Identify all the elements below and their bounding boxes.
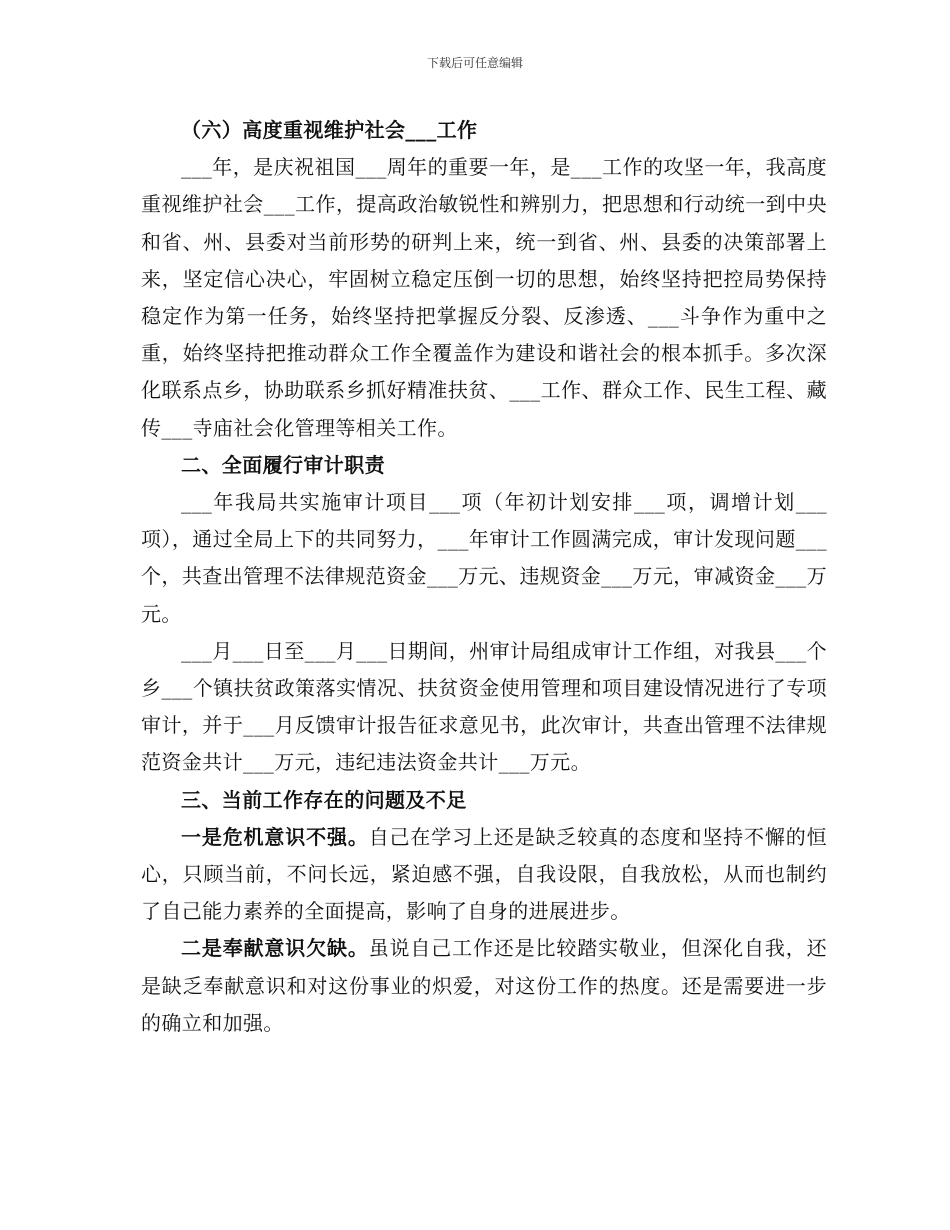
- section-heading-2: 二、全面履行审计职责: [181, 452, 385, 477]
- paragraph-5-lead: 二是奉献意识欠缺。: [181, 936, 369, 961]
- paragraph-2: ___年我局共实施审计项目___项（年初计划安排___项，调增计划___项），通过全局上下的共同努力，___年审计工作圆满完成，审计发现问题___个，共查出管理不法律规范资金___万元、违规资金___万元，审减资金___万元。: [141, 490, 827, 626]
- section-heading-6: （六）高度重视维护社会___工作: [181, 118, 478, 142]
- paragraph-3: ___月___日至___月___日期间，州审计局组成审计工作组，对我县___个乡___个镇扶贫政策落实情况、扶贫资金使用管理和项目建设情况进行了专项审计，并于___月反馈审计报告征求意见书，此次审计，共查出管理不法律规范资金共计___万元，违纪违法资金共计___万元。: [141, 638, 827, 775]
- paragraph-4: [141, 819, 827, 931]
- paragraph-5-text: 虽说自己工作还是比较踏实敬业，但深化自我，还是缺乏奉献意识和对这份事业的炽爱，对这份工作的热度。还是需要进一步的确立和加强。: [141, 936, 827, 1035]
- document-body: [141, 112, 827, 1042]
- section-heading-3: 三、当前工作存在的问题及不足: [181, 787, 467, 812]
- paragraph-5: [141, 930, 827, 1042]
- paragraph-1: ___年，是庆祝祖国___周年的重要一年，是___工作的攻坚一年，我高度重视维护社会___工作，提高政治敏锐性和辨别力，把思想和行动统一到中央和省、州、县委对当前形势的研判上来，统一到省、州、县委的决策部署上来，坚定信心决心，牢固树立稳定压倒一切的思想，始终坚持把控局势保持稳定作为第一任务，始终坚持把掌握反分裂、反渗透、___斗争作为重中之重，始终坚持把推动群众工作全覆盖作为建设和谐社会的根本抓手。多次深化联系点乡，协助联系乡抓好精准扶贫、___工作、群众工作、民生工程、藏传___寺庙社会化管理等相关工作。: [141, 155, 827, 440]
- paragraph-4-lead: 一是危机意识不强。: [181, 824, 369, 849]
- page-header: 下载后可任意编辑: [426, 56, 523, 70]
- paragraph-4-text: 自己在学习上还是缺乏较真的态度和坚持不懈的恒心，只顾当前，不问长远，紧迫感不强，自我设限，自我放松，从而也制约了自己能力素养的全面提高，影响了自身的进展进步。: [141, 824, 827, 924]
